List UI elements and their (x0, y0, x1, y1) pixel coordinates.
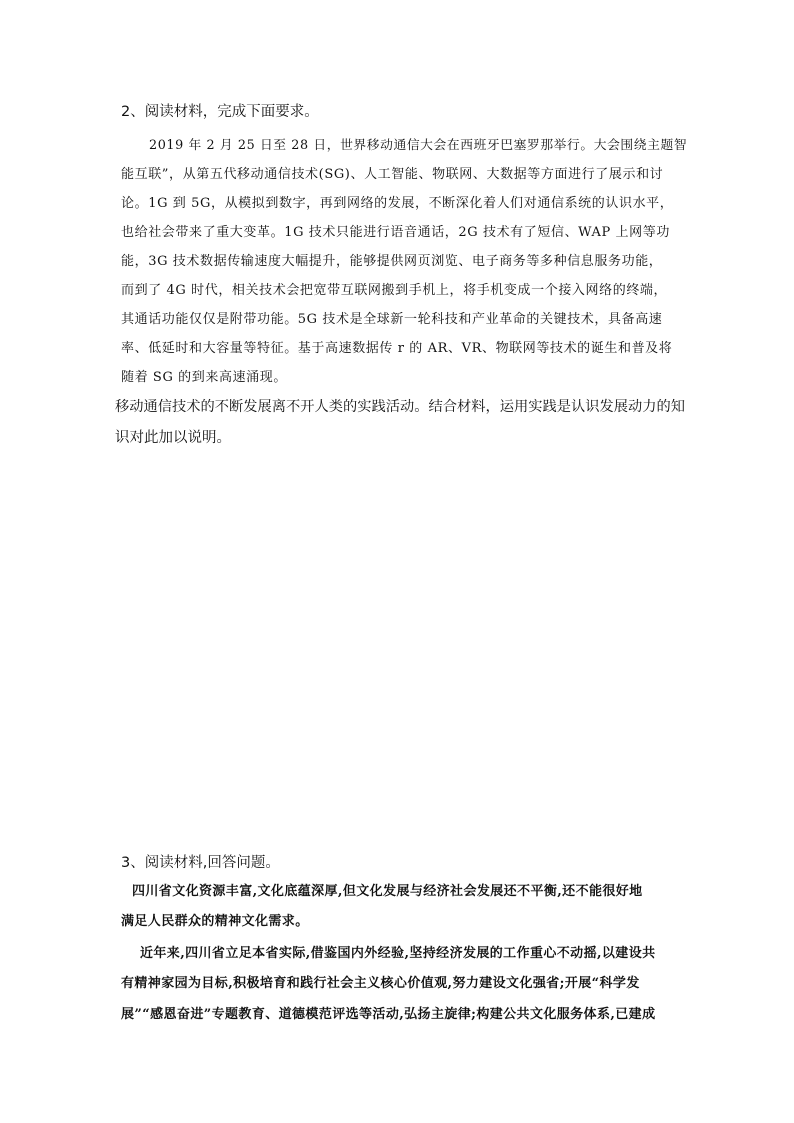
q2-material-line: 随着 SG 的到来高速涌现。 (121, 370, 287, 385)
q3-material-line: 近年来,四川省立足本省实际,借鉴国内外经验,坚持经济发展的工作重心不动摇,以建设共 (140, 946, 656, 961)
question-2-heading: 2、阅读材料，完成下面要求。 (121, 104, 319, 120)
q3-material-line: 有精神家园为目标,积极培育和践行社会主义核心价值观,努力建设文化强省;开展“科学发 (121, 976, 640, 991)
q3-material-line: 四川省文化资源丰富,文化底蕴深厚,但文化发展与经济社会发展还不平衡,还不能很好地 (132, 884, 643, 899)
q2-prompt-line: 移动通信技术的不断发展离不开人类的实践活动。结合材料，运用实践是认识发展动力的知 (115, 399, 686, 415)
q3-material-line: 满足人民群众的精神文化需求。 (121, 914, 309, 929)
question-3-heading: 3、阅读材料,回答问题。 (121, 855, 280, 871)
q2-material-line: 2019 年 2 月 25 日至 28 日，世界移动通信大会在西班牙巴塞罗那举行。大会围绕主题智 (149, 138, 688, 153)
q2-material-line: 率、低延时和大容量等特征。基于高速数据传 r 的 AR、VR、物联网等技术的诞生和普及将 (121, 341, 673, 356)
q2-material-line: 论。1G 到 5G，从模拟到数字，再到网络的发展，不断深化着人们对通信系统的认识水平， (121, 196, 674, 211)
q2-material-line: 能，3G 技术数据传输速度大幅提升，能够提供网页浏览、电子商务等多种信息服务功能， (121, 254, 663, 269)
q3-material-line: 展”“感恩奋进”专题教育、道德模范评选等活动,弘扬主旋律;构建公共文化服务体系,已建成 (121, 1007, 656, 1022)
q2-prompt-line: 识对此加以说明。 (115, 430, 231, 446)
q2-material-line: 而到了 4G 时代，相关技术会把宽带互联网搬到手机上，将手机变成一个接入网络的终端， (121, 283, 668, 298)
q2-material-line: 也给社会带来了重大变革。1G 技术只能进行语音通话，2G 技术有了短信、WAP 上网等功 (121, 225, 670, 240)
q2-material-line: 能互联”，从第五代移动通信技术(SG)、人工智能、物联网、大数据等方面进行了展示和讨 (121, 167, 664, 182)
q2-material-line: 其通话功能仅仅是附带功能。5G 技术是全球新一轮科技和产业革命的关键技术，具备高速 (121, 312, 663, 327)
